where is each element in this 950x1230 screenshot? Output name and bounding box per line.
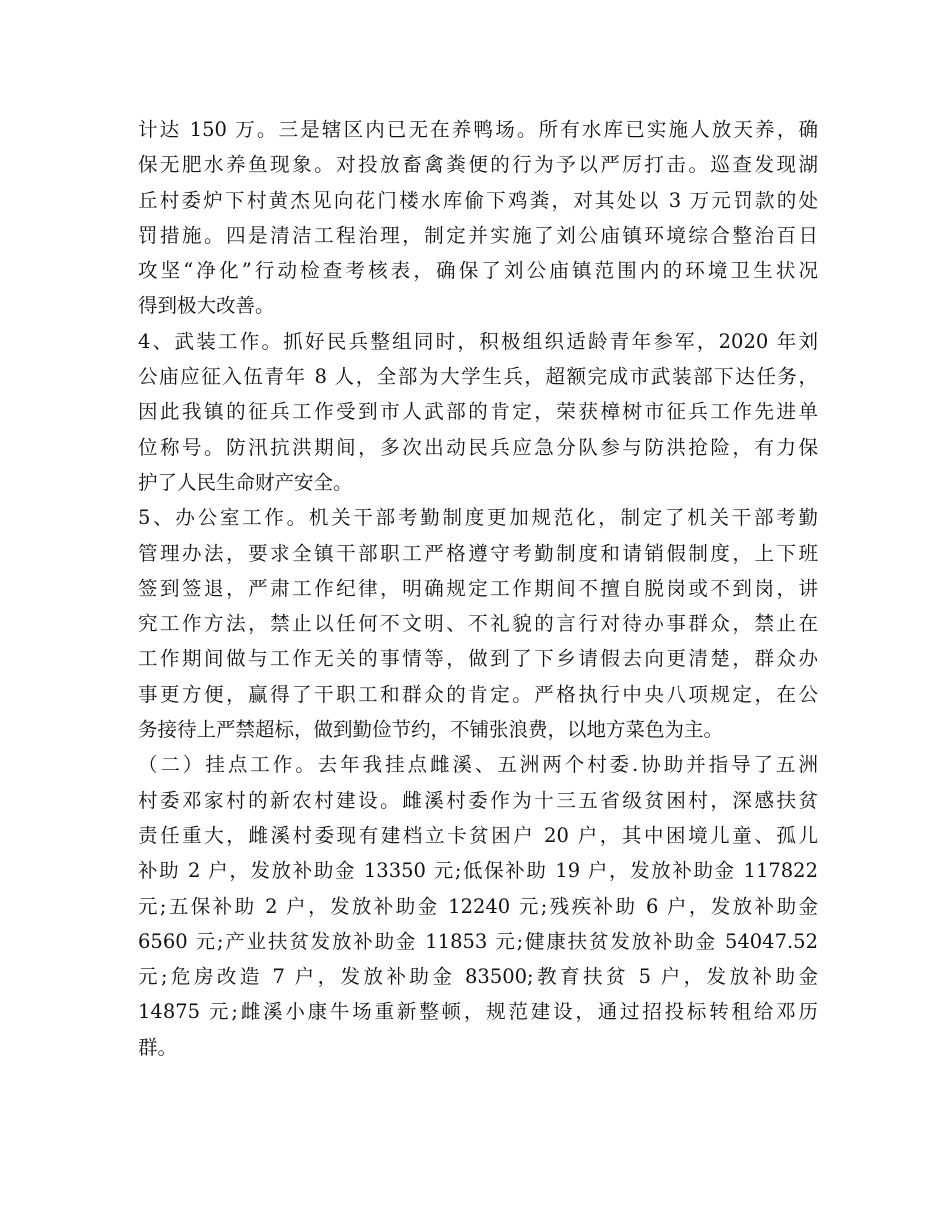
text-line: 补助 2 户，发放补助金 13350 元;低保补助 19 户，发放补助金 117822 <box>138 859 818 883</box>
text-line: 工作期间做与工作无关的事情等，做到了下乡请假去向更清楚，群众办 <box>138 647 818 671</box>
text-line: 14875 元;雌溪小康牛场重新整顿，规范建设，通过招投标转租给邓历 <box>138 1000 818 1024</box>
text-line: 得到极大改善。 <box>138 294 275 318</box>
text-line: 究工作方法，禁止以任何不文明、不礼貌的言行对待办事群众，禁止在 <box>138 612 818 636</box>
text-line: 事更方便，赢得了干职工和群众的肯定。严格执行中央八项规定，在公 <box>138 682 818 706</box>
text-line: 签到签退，严肃工作纪律，明确规定工作期间不擅自脱岗或不到岗，讲 <box>138 576 818 600</box>
text-line: 保无肥水养鱼现象。对投放畜禽粪便的行为予以严厉打击。巡查发现湖 <box>138 153 818 177</box>
text-line: 群。 <box>138 1035 178 1059</box>
document-body <box>138 112 818 1065</box>
text-line: 管理办法，要求全镇干部职工严格遵守考勤制度和请销假制度，上下班 <box>138 541 818 565</box>
text-line: 责任重大，雌溪村委现有建档立卡贫困户 20 户，其中困境儿童、孤儿 <box>138 823 818 847</box>
text-line: 元;五保补助 2 户，发放补助金 12240 元;残疾补助 6 户，发放补助金 <box>138 894 818 918</box>
text-line: 4、武装工作。抓好民兵整组同时，积极组织适龄青年参军，2020 年刘 <box>138 329 818 353</box>
text-line: 攻坚“净化”行动检查考核表，确保了刘公庙镇范围内的环境卫生状况 <box>138 259 818 283</box>
text-line: 位称号。防汛抗洪期间，多次出动民兵应急分队参与防洪抢险，有力保 <box>138 435 818 459</box>
text-line: （二）挂点工作。去年我挂点雌溪、五洲两个村委.协助并指导了五洲 <box>138 753 818 777</box>
text-line: 6560 元;产业扶贫发放补助金 11853 元;健康扶贫发放补助金 54047.52 <box>138 929 818 953</box>
text-line: 公庙应征入伍青年 8 人，全部为大学生兵，超额完成市武装部下达任务， <box>138 365 818 389</box>
text-line: 5、办公室工作。机关干部考勤制度更加规范化，制定了机关干部考勤 <box>138 506 818 530</box>
text-line: 计达 150 万。三是辖区内已无在养鸭场。所有水库已实施人放天养，确 <box>138 118 818 141</box>
text-line: 因此我镇的征兵工作受到市人武部的肯定，荣获樟树市征兵工作先进单 <box>138 400 818 424</box>
text-line: 罚措施。四是清洁工程治理，制定并实施了刘公庙镇环境综合整治百日 <box>138 223 818 247</box>
text-line: 元;危房改造 7 户，发放补助金 83500;教育扶贫 5 户，发放补助金 <box>138 965 818 989</box>
text-line: 护了人民生命财产安全。 <box>138 470 353 494</box>
text-line: 务接待上严禁超标，做到勤俭节约，不铺张浪费，以地方菜色为主。 <box>138 718 724 742</box>
text-line: 丘村委炉下村黄杰见向花门楼水库偷下鸡粪，对其处以 3 万元罚款的处 <box>138 188 818 212</box>
text-line: 村委邓家村的新农村建设。雌溪村委作为十三五省级贫困村，深感扶贫 <box>138 788 818 812</box>
